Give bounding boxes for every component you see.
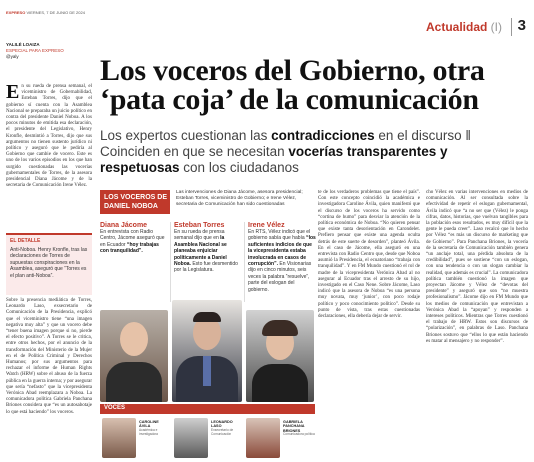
page-number: 3 [517,17,526,34]
voces-title: VOCES [104,405,126,411]
paper-date: VIERNES, 7 DE JUNIO DE 2024 [26,10,85,15]
byline-role: ESPECIAL PARA EXPRESO [6,48,64,53]
voice-photo-laso [174,418,208,458]
detail-text: Anti-Noboa. Henry Kronfle, tras las declaraciones de Torres de supuestas conspiraciones en la Asamblea, aseguró que “Torres es el plan anti-Noboa”. [10,247,88,279]
speaker-quote: “hoy trabajas con tranquilidad”. [100,241,159,255]
body-column-3: te de los verdaderos problemas que tiene el país”. Con este concepto coincidió la académica e investigadora Caroline Ávila, quien manifestó que el discurso de los voceros ha servido como “cortina de humo” para desviar la atención de la política económica de Noboa. “No quieren pensar que existe tanta desorientación en Carondelet. Prefiero pensar que existe una agenda oculta detrás de este suerte de desorden”, planteó Ávila. En el caso de Jácome, ella aseguró en una entrevista con Radio Centro que, desde que Noboa asumió la Presidencia, el ecuatoriano “trabaja con tranquilidad”. Y en FM Mundo cuestionó el rol de madre de la vicepresidenta Verónica Abad al no asegurar al Ecuador tras el arresto de su hijo, investigado en el Caso Nene. Sobre Jácome, Laso indicó que la asesora de Noboa “es una persona muy novata, muy ‘junior’, con poco rodaje político y poco conocimiento político”. Desde su punto de vista, tras estas cuestionadas declaraciones, ella debería dejar de servir. [318,190,420,320]
photo-face [120,322,148,356]
photo-hair [262,320,298,336]
section-tag: (I) [490,20,502,34]
subheadline [100,128,530,176]
voice-role: Exsecretario de Comunicación [211,427,234,436]
body-column-1a [6,81,92,189]
speaker-quote: “los suficientes indicios de que la vicepresidenta estaba involucrada en casos de corrupción”. [248,235,316,268]
speaker-name: Irene Vélez [248,222,285,229]
photo-tie [203,356,211,386]
body-text: n su rueda de prensa semanal, el viceministro de Gobernabilidad, Esteban Torres, dijo que el gobierno sí cuenta con la Asamblea Nacional se preparaba un juicio político en contra del presidente Daniel Noboa. A los pocos minutos de emitida esa declaración, el presidente del Legislativo, Henry Kronfle, desmintió a Torres, dijo que sus argumentos no tienen sustento jurídico ni político y aseguró que le pediría al Gobierno que cambie de vocero. Este es uno de los varios episodios en los que han surgido cuestionadas las vocerías gubernamentales de Torres, de la asesora presidencial Diana Jácome y de la secretaria de Comunicación Irene Vélez. [6,84,92,189]
column-rule [170,222,171,302]
panel-title-box [100,190,170,214]
page-header [0,0,534,40]
voice-name: CAROLINE ÁVILA [139,420,159,429]
voice-photo-panchana [246,418,280,458]
speaker-desc [174,229,242,274]
speaker-card [248,222,316,293]
paper-meta [6,10,85,15]
photo-hair [193,312,221,322]
speaker-desc [100,229,168,255]
voces-header [100,404,315,414]
section-title [426,20,502,34]
subhead-bold: vocerías transparentes y respetuosas [100,144,448,175]
column-rule [244,222,245,302]
paper-name: EXPRESO [6,10,26,15]
subhead-part: Los expertos cuestionan las [100,128,272,143]
photo-body [252,364,308,402]
byline-name: YALILÉ LOAIZA [6,42,40,47]
byline-handle: @yaly [6,54,19,59]
headline: Los voceros del Gobierno, otra ‘pata coja’ de la comunicación [100,54,485,116]
speaker-quote: la Asamblea Nacional se planeaba enjuiciar políticamente a Daniel Noboa. [174,235,227,268]
subhead-part: con los ciudadanos [179,160,299,175]
page-number-divider [511,18,512,36]
voice-name: LEONARDO LASO [211,420,233,429]
speaker-photo-jacome [100,310,168,402]
voice-photo-avila [102,418,136,458]
speaker-desc-text: En RTS, Vélez indicó que el gobierno sabía que había [248,229,311,242]
speaker-photo-velez [246,310,314,402]
voice-caption [211,420,243,436]
subhead-part: en el discurso ‖ Coinciden en que se necesitan [100,128,472,159]
speaker-card [100,222,168,255]
body-column-4: cho Vélez en varias intervenciones en medios de comunicación. Al ser consultada sobre la efectividad de repetir el eslogan gubernamental, Ávila indicó que “a no ser que (Vélez) le ponga cifras, datos, historias, que vuelvan tangibles para la población esos resultados, es muy difícil que la gente le pueda creer”. Laso recalcó que lo hecho por Vélez “es más un discurso de marketing que de Gobierno”. Para Panchana Briones, la vocería de la secretaria de Comunicación también genera “un anclaje total, una pérdida absoluta de la credibilidad”, pues se sostiene “con un eslogan, con una tendencia o con un slogan cambiar la realidad, que además es crucial”. La comunicadora política también cuestionó la imagen que proyectan Jácome y Vélez de “devotas del presidente” y aseguró que son “no muestra profesionalismo”. Jácome dijo en FM Mundo que los medios de comunicación que entrevistan a Verónica Abad la “apoyan” y responden a intereses políticos. Mientras que Torres cuestionó el trabajo de HRW. Estos son discursos de “polarización”, en palabras de Laso. Panchana Briones sostuvo que “ellos lo que están haciendo es matar al mensajero y no responder”. [426,190,528,344]
detail-title: EL DETALLE [10,238,41,244]
panel-intro: Las intervenciones de Diana Jácome, asesora presidencial; Esteban Torres, viceministro de Gobierno; e Irene Vélez, secretaria de Comunicación han sido cuestionadas [176,190,303,207]
speaker-name: Diana Jácome [100,222,148,229]
subhead-bold: contradicciones [271,128,375,143]
speaker-desc-text: En su rueda de prensa semanal dijo que en [174,229,225,242]
voice-caption [283,420,315,437]
speaker-desc-text: Esto fue desmentido por la Legislatura. [174,261,238,274]
speaker-card [174,222,242,274]
speaker-desc [248,229,316,293]
voice-caption [139,420,171,436]
detail-box [6,233,92,295]
speaker-photo-torres [172,300,242,402]
panel-title: LOS VOCEROS DE DANIEL NOBOA [104,194,168,210]
speaker-desc-text: En entrevista con Radio Centro, Jácome aseguró que en Ecuador [100,229,165,248]
voice-role: Comunicadora política [283,432,315,437]
byline [6,42,96,60]
voice-role: Académica e investigadora [139,427,158,436]
body-column-1b: Sobre la presencia mediática de Torres, Leonardo Laso, exsecretario de Comunicación de la Presidencia, explicó que el viceministro tiene “una imagen negativa muy alta” y que un vocero debe “tener buena imagen porque si no, pierde el efecto positivo”. A Torres se le critica, entre otros hechos, por el anuncio de la transformación del Ministerio de la Mujer en el de Política Criminal y Derechos Humanos; por sus argumentos para rechazar el informe de Human Rights Watch (HRW) sobre el abuso de la fuerza pública en la guerra interna; y por asegurar que sería “nefasto” que la vicepresidenta Verónica Abad reemplazara a Noboa. La comunicadora política Gabriela Panchana Briones considera que “es un autosabotaje lo que está haciendo” los voceros. [6,298,92,415]
section-label: Actualidad [425,20,488,34]
speaker-name: Esteban Torres [174,222,225,229]
photo-body [106,362,162,402]
voice-name: GABRIELA PANCHANA BRIONES [283,420,305,433]
speaker-desc-text: En Visionarias dijo en cinco minutos, seis veces la palabra “resuelve”, parte del eslogan del gobierno. [248,261,312,293]
drop-cap: E [6,81,20,103]
